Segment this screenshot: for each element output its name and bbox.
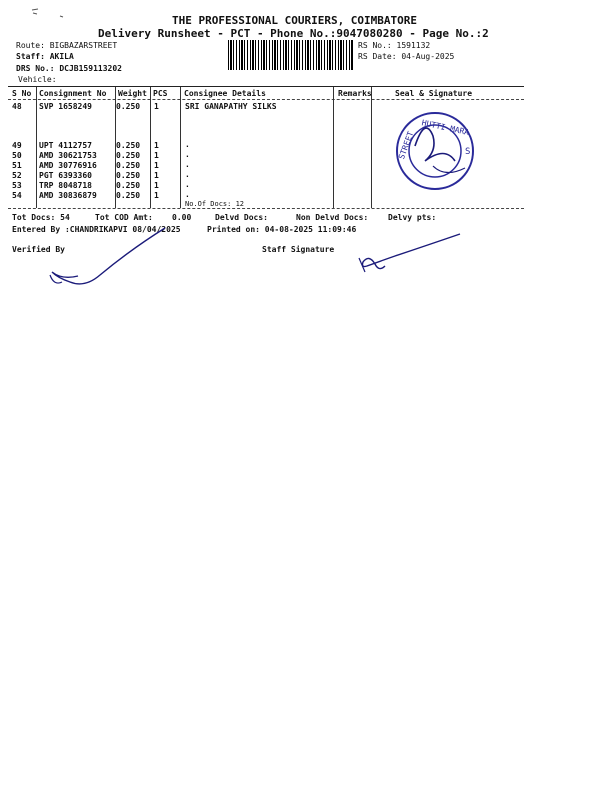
rs-number: RS No.: 1591132 [358, 41, 431, 50]
row-consignment: AMD 30776916 [39, 161, 97, 170]
table-bottom-line [8, 208, 524, 209]
col-divider [150, 87, 151, 208]
stamp-text-right: S [465, 147, 471, 157]
col-header-pcs: PCS [153, 89, 168, 98]
col-header-remarks: Remarks [338, 89, 372, 98]
row-consignee: . [185, 160, 190, 169]
col-header-weight: Weight [118, 89, 147, 98]
col-header-seal: Seal & Signature [395, 89, 473, 98]
delvy-pts: Delvy pts: [388, 213, 437, 222]
row-sno: 51 [12, 161, 22, 170]
row-pcs: 1 [154, 181, 159, 190]
no-of-docs: No.Of Docs: 12 [185, 200, 245, 208]
row-sno: 54 [12, 191, 22, 200]
row-weight: 0.250 [116, 191, 141, 200]
col-header-consignment: Consignment No [39, 89, 107, 98]
row-consignee: . [185, 190, 190, 199]
row-consignment: AMD 30621753 [39, 151, 97, 160]
row-consignment: PGT 6393360 [39, 171, 92, 180]
verified-signature-icon [40, 220, 180, 290]
seal-stamp-icon [385, 106, 485, 196]
row-weight: 0.250 [116, 171, 141, 180]
company-title: THE PROFESSIONAL COURIERS, COIMBATORE [172, 14, 418, 27]
row-consignment: SVP 1658249 [39, 102, 92, 111]
row-sno: 50 [12, 151, 22, 160]
row-pcs: 1 [154, 191, 159, 200]
tot-cod-value: 0.00 [172, 213, 192, 222]
delvd-docs: Delvd Docs: [215, 213, 268, 222]
stamp-text-top: HUTTI MARA [420, 118, 470, 138]
row-sno: 53 [12, 181, 22, 190]
scan-marks-icon [30, 6, 70, 26]
col-divider [36, 87, 37, 208]
row-pcs: 1 [154, 171, 159, 180]
row-consignee: . [185, 170, 190, 179]
verified-by: Verified By [12, 245, 65, 254]
stamp-text-left: STREET [397, 130, 416, 161]
row-weight: 0.250 [116, 181, 141, 190]
row-weight: 0.250 [116, 102, 141, 111]
row-consignee: . [185, 180, 190, 189]
tot-docs: Tot Docs: 54 [12, 213, 70, 222]
table-top-line [8, 86, 524, 87]
row-pcs: 1 [154, 141, 159, 150]
col-divider [333, 87, 334, 208]
non-delvd-docs: Non Delvd Docs: [296, 213, 369, 222]
route-label: Route: BIGBAZARSTREET [16, 41, 118, 50]
col-divider [180, 87, 181, 208]
row-weight: 0.250 [116, 141, 141, 150]
drs-number: DRS No.: DCJB159113202 [16, 64, 122, 73]
table-header-line [8, 99, 524, 100]
row-pcs: 1 [154, 102, 159, 111]
row-consignee: . [185, 140, 190, 149]
row-consignment: UPT 4112757 [39, 141, 92, 150]
runsheet-subtitle: Delivery Runsheet - PCT - Phone No.:9047080280 - Page No.:2 [98, 27, 489, 40]
row-consignment: AMD 30836879 [39, 191, 97, 200]
row-sno: 48 [12, 102, 22, 111]
row-consignee: . [185, 150, 190, 159]
row-consignment: TRP 8048718 [39, 181, 92, 190]
col-header-sno: S No [12, 89, 32, 98]
barcode-icon [228, 40, 354, 70]
row-weight: 0.250 [116, 151, 141, 160]
row-sno: 52 [12, 171, 22, 180]
staff-signature-icon [355, 228, 475, 278]
row-pcs: 1 [154, 161, 159, 170]
vehicle-label: Vehicle: [18, 75, 57, 84]
staff-signature-label: Staff Signature [262, 245, 335, 254]
printed-on: Printed on: 04-08-2025 11:09:46 [207, 225, 357, 234]
col-header-consignee: Consignee Details [184, 89, 266, 98]
row-consignee: SRI GANAPATHY SILKS [185, 102, 277, 111]
rs-date: RS Date: 04-Aug-2025 [358, 52, 455, 61]
row-sno: 49 [12, 141, 22, 150]
row-pcs: 1 [154, 151, 159, 160]
tot-cod-label: Tot COD Amt: [95, 213, 153, 222]
row-weight: 0.250 [116, 161, 141, 170]
staff-label: Staff: AKILA [16, 52, 74, 61]
entered-by: Entered By :CHANDRIKAPVI 08/04/2025 [12, 225, 181, 234]
col-divider [371, 87, 372, 208]
